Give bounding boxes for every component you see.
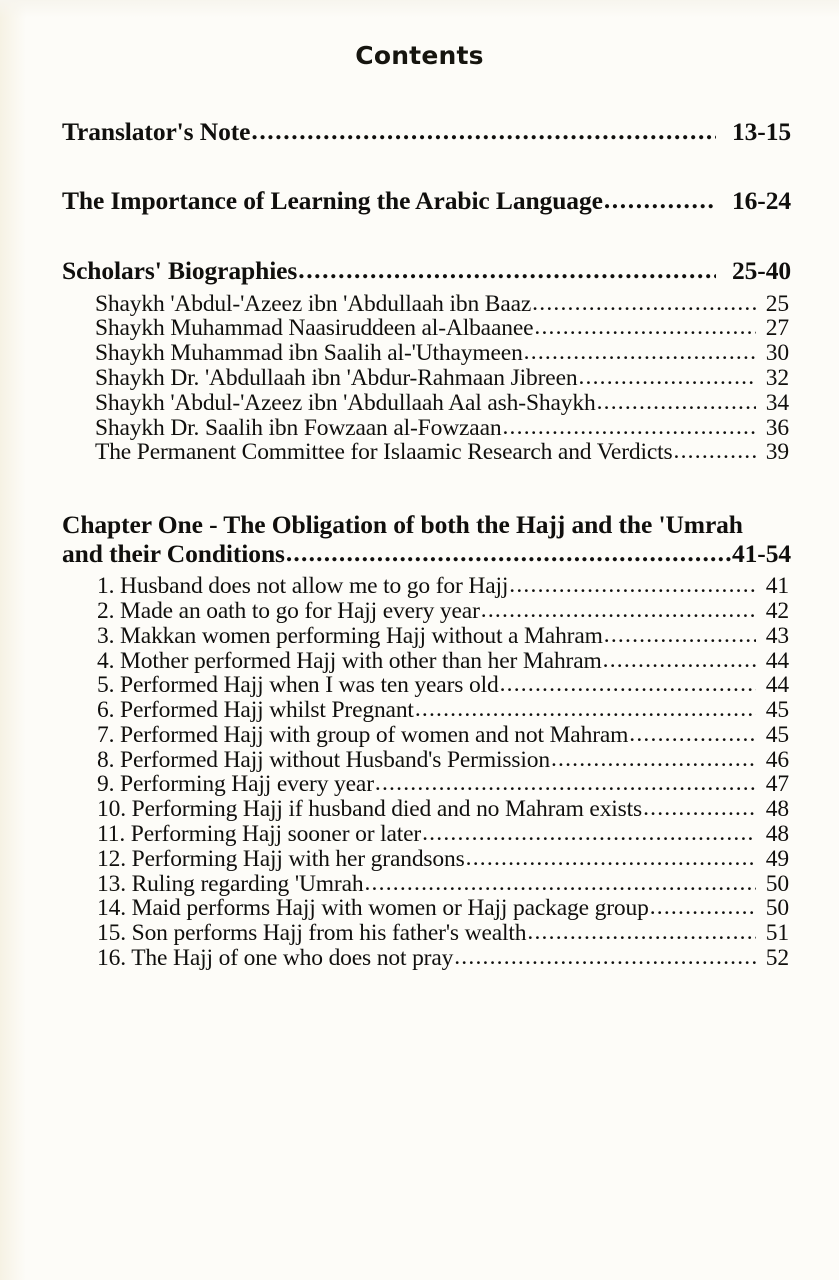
toc-entry-label: Shaykh Dr. Saalih ibn Fowzaan al-Fowzaan bbox=[95, 414, 502, 441]
toc-entry-page: 45 bbox=[765, 697, 789, 724]
toc-entry-page: 25 bbox=[765, 290, 789, 317]
toc-entry-label: 10. Performing Hajj if husband died and no Mahram exists bbox=[97, 796, 643, 823]
dot-leader bbox=[532, 291, 756, 316]
list-item[interactable] bbox=[0, 292, 839, 317]
toc-entry-chapter-one[interactable] bbox=[0, 511, 839, 568]
list-item[interactable] bbox=[0, 599, 839, 624]
toc-entry-arabic-language[interactable] bbox=[0, 187, 839, 216]
spacer bbox=[0, 147, 839, 187]
list-item[interactable] bbox=[0, 896, 839, 921]
dot-leader bbox=[364, 871, 756, 896]
chapter-one-question-list bbox=[0, 574, 839, 971]
spacer bbox=[0, 465, 839, 511]
toc-entry-page: 36 bbox=[765, 414, 789, 441]
toc-entry-label: Shaykh 'Abdul-'Azeez ibn 'Abdullaah Aal ash-Shaykh bbox=[95, 389, 596, 416]
dot-leader bbox=[603, 648, 756, 673]
toc-entry-label: 5. Performed Hajj when I was ten years old bbox=[97, 672, 499, 699]
toc-entry-label: The Importance of Learning the Arabic Language bbox=[62, 185, 603, 215]
toc-entry-page: 46 bbox=[765, 746, 789, 773]
toc-entry-page: 27 bbox=[765, 315, 789, 342]
toc-entry-label: Shaykh 'Abdul-'Azeez ibn 'Abdullaah ibn Baaz bbox=[95, 290, 532, 317]
list-item[interactable] bbox=[0, 341, 839, 366]
list-item[interactable] bbox=[0, 574, 839, 599]
toc-entry-page: 43 bbox=[765, 622, 789, 649]
dot-leader bbox=[524, 340, 756, 365]
dot-leader bbox=[527, 920, 756, 945]
list-item[interactable] bbox=[0, 872, 839, 897]
dot-leader bbox=[534, 315, 756, 340]
dot-leader bbox=[500, 672, 756, 697]
dot-leader bbox=[578, 365, 756, 390]
dot-leader bbox=[674, 439, 756, 464]
list-item[interactable] bbox=[0, 391, 839, 416]
toc-entry-label: 8. Performed Hajj without Husband's Permission bbox=[97, 746, 550, 773]
list-item[interactable] bbox=[0, 366, 839, 391]
dot-leader bbox=[509, 573, 756, 598]
dot-leader bbox=[415, 697, 756, 722]
toc-entry-label: Shaykh Dr. 'Abdullaah ibn 'Abdur-Rahmaan Jibreen bbox=[95, 364, 578, 391]
list-item[interactable] bbox=[0, 748, 839, 773]
toc-entry-label: Shaykh Muhammad Naasiruddeen al-Albaanee bbox=[95, 315, 534, 342]
scholars-list bbox=[0, 292, 839, 465]
toc-entry-page: 32 bbox=[765, 364, 789, 391]
toc-entry-page: 44 bbox=[765, 672, 789, 699]
list-item[interactable] bbox=[0, 649, 839, 674]
toc-entry-page: 44 bbox=[765, 647, 789, 674]
toc-entry-page: 13-15 bbox=[732, 117, 791, 146]
toc-entry-page: 42 bbox=[765, 597, 789, 624]
dot-leader bbox=[251, 117, 716, 146]
list-item[interactable] bbox=[0, 847, 839, 872]
list-item[interactable] bbox=[0, 797, 839, 822]
toc-entry-label: 16. The Hajj of one who does not pray bbox=[97, 944, 454, 971]
list-item[interactable] bbox=[0, 822, 839, 847]
list-item[interactable] bbox=[0, 946, 839, 971]
list-item[interactable] bbox=[0, 723, 839, 748]
toc-entry-label: 7. Performed Hajj with group of women and not Mahram bbox=[97, 721, 629, 748]
list-item[interactable] bbox=[0, 921, 839, 946]
list-item[interactable] bbox=[0, 316, 839, 341]
toc-entry-page: 48 bbox=[765, 821, 789, 848]
list-item[interactable] bbox=[0, 440, 839, 465]
toc-entry-page: 50 bbox=[765, 895, 789, 922]
toc-entry-label: 3. Makkan women performing Hajj without a Mahram bbox=[97, 622, 603, 649]
toc-entry-page: 41 bbox=[765, 573, 789, 600]
toc-entry-page: 41-54 bbox=[732, 538, 791, 568]
list-item[interactable] bbox=[0, 624, 839, 649]
dot-leader bbox=[454, 945, 756, 970]
dot-leader bbox=[466, 846, 756, 871]
list-item[interactable] bbox=[0, 698, 839, 723]
list-item[interactable] bbox=[0, 772, 839, 797]
dot-leader bbox=[597, 390, 756, 415]
toc-entry-label: 4. Mother performed Hajj with other than her Mahram bbox=[97, 647, 602, 674]
toc-entry-label: 1. Husband does not allow me to go for Hajj bbox=[97, 573, 509, 600]
dot-leader bbox=[604, 186, 716, 215]
page-title: Contents bbox=[355, 41, 484, 70]
dot-leader bbox=[604, 623, 756, 648]
toc-entry-page: 16-24 bbox=[732, 185, 791, 215]
toc-entry-page: 45 bbox=[765, 721, 789, 748]
dot-leader bbox=[286, 539, 731, 568]
spacer bbox=[0, 215, 839, 257]
toc-entry-label: Translator's Note bbox=[62, 117, 251, 146]
toc-entry-label: 2. Made an oath to go for Hajj every year bbox=[97, 597, 480, 624]
toc-entry-page: 48 bbox=[765, 796, 789, 823]
toc-entry-page: 49 bbox=[765, 845, 789, 872]
toc-entry-page: 34 bbox=[765, 389, 789, 416]
dot-leader bbox=[298, 256, 716, 285]
toc-entry-label: 15. Son performs Hajj from his father's wealth bbox=[97, 920, 527, 947]
chapter-one-line2-row bbox=[62, 540, 791, 569]
toc-entry-label: 12. Performing Hajj with her grandsons bbox=[97, 845, 465, 872]
toc-entry-label: Shaykh Muhammad ibn Saalih al-'Uthaymeen bbox=[95, 340, 523, 367]
toc-entry-label: 6. Performed Hajj whilst Pregnant bbox=[97, 697, 414, 724]
spacer bbox=[0, 70, 839, 118]
toc-entry-page: 39 bbox=[765, 439, 789, 466]
toc-entry-page: 50 bbox=[765, 870, 789, 897]
dot-leader bbox=[502, 415, 756, 440]
list-item[interactable] bbox=[0, 673, 839, 698]
dot-leader bbox=[422, 821, 756, 846]
dot-leader bbox=[481, 598, 756, 623]
toc-entry-label: The Permanent Committee for Islaamic Research and Verdicts bbox=[95, 439, 673, 466]
toc-entry-label: Scholars' Biographies bbox=[62, 256, 298, 286]
toc-entry-translators-note[interactable] bbox=[0, 118, 839, 147]
dot-leader bbox=[650, 895, 756, 920]
toc-entry-label: 11. Performing Hajj sooner or later bbox=[97, 821, 422, 848]
toc-entry-page: 25-40 bbox=[732, 256, 791, 286]
chapter-one-line2: and their Conditions bbox=[62, 538, 285, 568]
toc-entry-label: 14. Maid performs Hajj with women or Hajj package group bbox=[97, 895, 649, 922]
dot-leader bbox=[375, 771, 756, 796]
list-item[interactable] bbox=[0, 416, 839, 441]
dot-leader bbox=[551, 747, 756, 772]
toc-entry-page: 30 bbox=[765, 340, 789, 367]
toc-entry-page: 51 bbox=[765, 920, 789, 947]
toc-entry-label: 9. Performing Hajj every year bbox=[97, 771, 374, 798]
dot-leader bbox=[629, 722, 756, 747]
toc-entry-scholars-biographies[interactable] bbox=[0, 257, 839, 286]
toc-entry-label: 13. Ruling regarding 'Umrah bbox=[97, 870, 364, 897]
dot-leader bbox=[643, 796, 756, 821]
chapter-one-line1: Chapter One - The Obligation of both the Hajj and the 'Umrah bbox=[62, 510, 743, 540]
toc-entry-page: 52 bbox=[765, 944, 789, 971]
toc-entry-page: 47 bbox=[765, 771, 789, 798]
